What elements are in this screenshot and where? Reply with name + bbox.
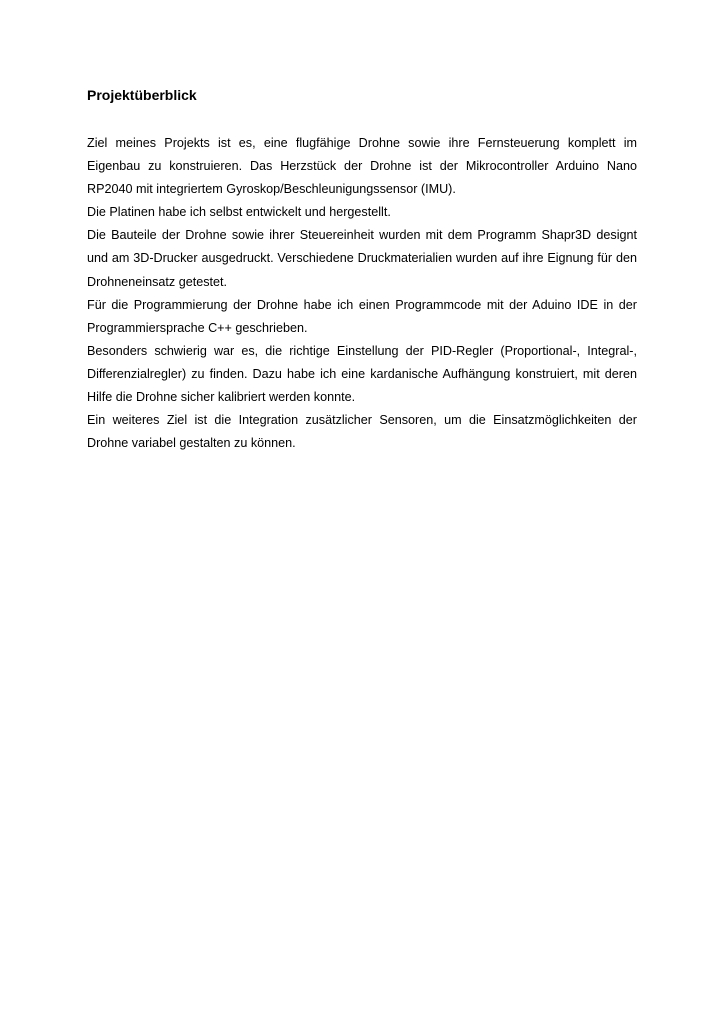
paragraph-pid-tuning: Besonders schwierig war es, die richtige Einstellung der PID-Regler (Proportional-, Integral-, Differenzialregler) zu finden. Dazu habe ich eine kardanische Aufhängung konstruiert, mit deren Hilfe die Drohne sicher kalibriert werden konnte. [87, 343, 637, 405]
document-body [87, 85, 637, 455]
paragraph-project-goal: Ziel meines Projekts ist es, eine flugfähige Drohne sowie ihre Fernsteuerung komplett im Eigenbau zu konstruieren. Das Herzstück der Drohne ist der Mikrocontroller Arduino Nano RP2040 mit integriertem Gyroskop/Beschleunigungssensor (IMU). [87, 136, 637, 197]
paragraph-3d-printing: Die Bauteile der Drohne sowie ihrer Steuereinheit wurden mit dem Programm Shapr3D designt und am 3D-Drucker ausgedruckt. Verschiedene Druckmaterialien wurden auf ihre Eignung für den Drohneneinsatz getestet. [87, 228, 637, 289]
page-title: Projektüberblick [87, 87, 197, 103]
paragraph-circuit-boards: Die Platinen habe ich selbst entwickelt und hergestellt. [87, 205, 391, 220]
paragraph-future-sensors: Ein weiteres Ziel ist die Integration zusätzlicher Sensoren, um die Einsatzmöglichkeiten der Drohne variabel gestalten zu können. [87, 413, 637, 451]
paragraph-programming: Für die Programmierung der Drohne habe ich einen Programmcode mit der Aduino IDE in der Programmiersprache C++ geschrieben. [87, 297, 637, 335]
